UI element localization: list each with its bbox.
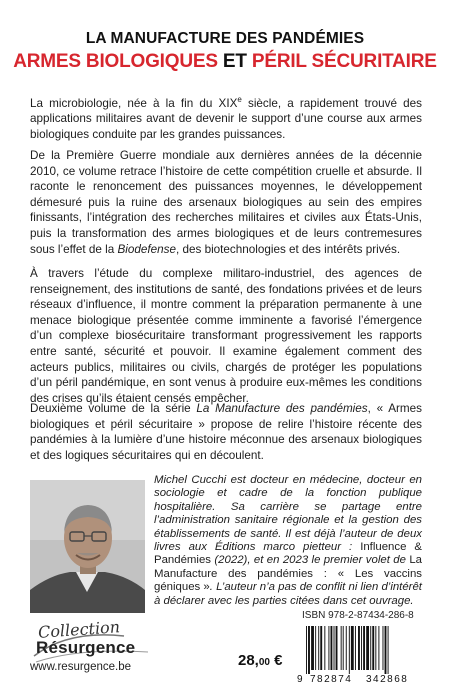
cover-header [0, 30, 450, 73]
barcode-bar [372, 626, 374, 670]
subtitle-connector: ET [222, 51, 247, 72]
barcode-bar [358, 626, 360, 670]
blurb-paragraph-1 [30, 92, 422, 143]
collection-label: Collection [37, 617, 121, 642]
barcode-bar [318, 626, 319, 670]
barcode-bar [361, 626, 362, 670]
barcode-bar [320, 626, 322, 670]
barcode-bar [315, 626, 316, 670]
blurb-p3-text: À travers l’étude du complexe militaro-industriel, des agences de renseignement, des institutions de santé, des fondations privées et de leurs réseaux d’influence, il montre comment la préparation permanente à une menace biologique présentée comme imminente a favorisé l’émergence d’un complexe biosécuritaire transformant progressivement les rapports entre santé, sécurité et pouvoir. Il examine également comment des acteurs publics, militaires ou civils, chargés de protéger les populations d’un péril pandémique, en sont venus à produire eux-mêmes les conditions des crises qu’ils étaient censés empêcher. [30, 267, 422, 405]
price-cents: 00 [258, 657, 270, 668]
barcode-bar [378, 626, 379, 670]
author-portrait-illustration [30, 480, 145, 613]
barcode-bar [355, 626, 356, 670]
barcode-bar [388, 626, 389, 674]
book-price [238, 652, 283, 669]
barcode-bar [306, 626, 307, 674]
author-bio [154, 474, 422, 608]
barcode-bar [330, 626, 332, 670]
blurb-p2-italic: Biodefense [117, 242, 176, 256]
blurb-p4-text-a: Deuxième volume de la série [30, 402, 197, 415]
author-bio-book1: Influence & Pandémies [154, 541, 422, 567]
barcode-bar [311, 626, 314, 670]
blurb-paragraph-3 [30, 266, 422, 406]
author-bio-book2: La Manufacture des pandémies : « Les vaccins géniques » [154, 554, 422, 594]
barcode-digits-left: 782874 [310, 674, 353, 684]
subtitle-part1: ARMES BIOLOGIQUES [13, 51, 218, 72]
blurb-p1-superscript: e [237, 95, 242, 104]
barcode-bar [308, 626, 310, 674]
subtitle-part2: PÉRIL SÉCURITAIRE [251, 51, 437, 72]
barcode-bar [328, 626, 329, 670]
price-currency: € [269, 652, 283, 669]
barcode-digit-first: 9 [297, 674, 303, 684]
barcode-bar [346, 626, 347, 670]
blurb-paragraph-2 [30, 148, 422, 257]
barcode-bar [383, 626, 384, 670]
blurb-p2-text-b: , des biotechnologies et des intérêts privés. [175, 242, 401, 256]
publisher-name: Résurgence [36, 638, 136, 657]
barcode-bar [343, 626, 344, 670]
barcode-bar [324, 626, 325, 670]
barcode-bar [370, 626, 371, 670]
publisher-url: www.resurgence.be [30, 661, 131, 673]
series-title: LA MANUFACTURE DES PANDÉMIES [85, 30, 365, 47]
blurb-p4-text-b: , « Armes biologiques et péril sécuritaire » propose de relire l’histoire récente des pandémies à la lumière d’une histoire méconnue des arsenaux biologiques et des logiques sécuritaires qui en découlent. [30, 402, 422, 462]
barcode-bar [336, 626, 338, 670]
barcode-bar [351, 626, 354, 670]
blurb-p4-italic: La Manufacture des pandémies [196, 402, 368, 415]
blurb-p1-text-a: La microbiologie, née à la fin du XIX [30, 96, 238, 110]
book-subtitle [0, 51, 450, 73]
barcode-bar [375, 626, 376, 670]
author-photo [30, 480, 145, 613]
author-bio-text-a: Michel Cucchi est docteur en médecine, docteur en sociologie et cadre de la fonction publique hospitalière. Sa carrière se partage entre l’administration sanitaire régionale et la gestion des établissements de santé. Il est déjà l’auteur de deux livres aux Éditions marco pietteur : [154, 474, 422, 554]
price-whole: 28, [238, 652, 259, 669]
blurb-p1-text-b: siècle, a rapidement trouvé des applications militaires avant de devenir le support d’une course aux armes biologiques conduite par les grandes puissances. [30, 96, 422, 142]
blurb-paragraph-4 [30, 401, 422, 463]
barcode-bar [363, 626, 365, 670]
barcode-bar [385, 626, 387, 674]
blurb-p2-text-a: De la Première Guerre mondiale aux dernières années de la décennie 2010, ce volume retrace l’histoire de cette compétition cruelle et absurde. Il raconte le renoncement des puissances moyennes, le développement démesuré puis la ruine des arsenaux biologiques au sein des empires finissants, l’intégration des recherches militaires et civiles aux États-Unis, puis la transformation des armes biologiques et de leurs contremesures sous l’effet de la [30, 149, 422, 256]
author-bio-text-b: (2022), et en 2023 le premier volet de [211, 554, 410, 567]
barcode-bar [349, 626, 350, 674]
isbn-barcode [296, 624, 424, 684]
isbn-label: ISBN 978-2-87434-286-8 [302, 610, 414, 621]
barcode-bar [334, 626, 335, 670]
author-bio-text-c: . L’auteur n’a pas de conflit ni lien d’intérêt à déclarer avec les parties citées dans cet ouvrage. [154, 581, 422, 607]
barcode-bar [366, 626, 369, 670]
barcode-digits-right: 342868 [366, 674, 409, 684]
barcode-bar [341, 626, 342, 670]
